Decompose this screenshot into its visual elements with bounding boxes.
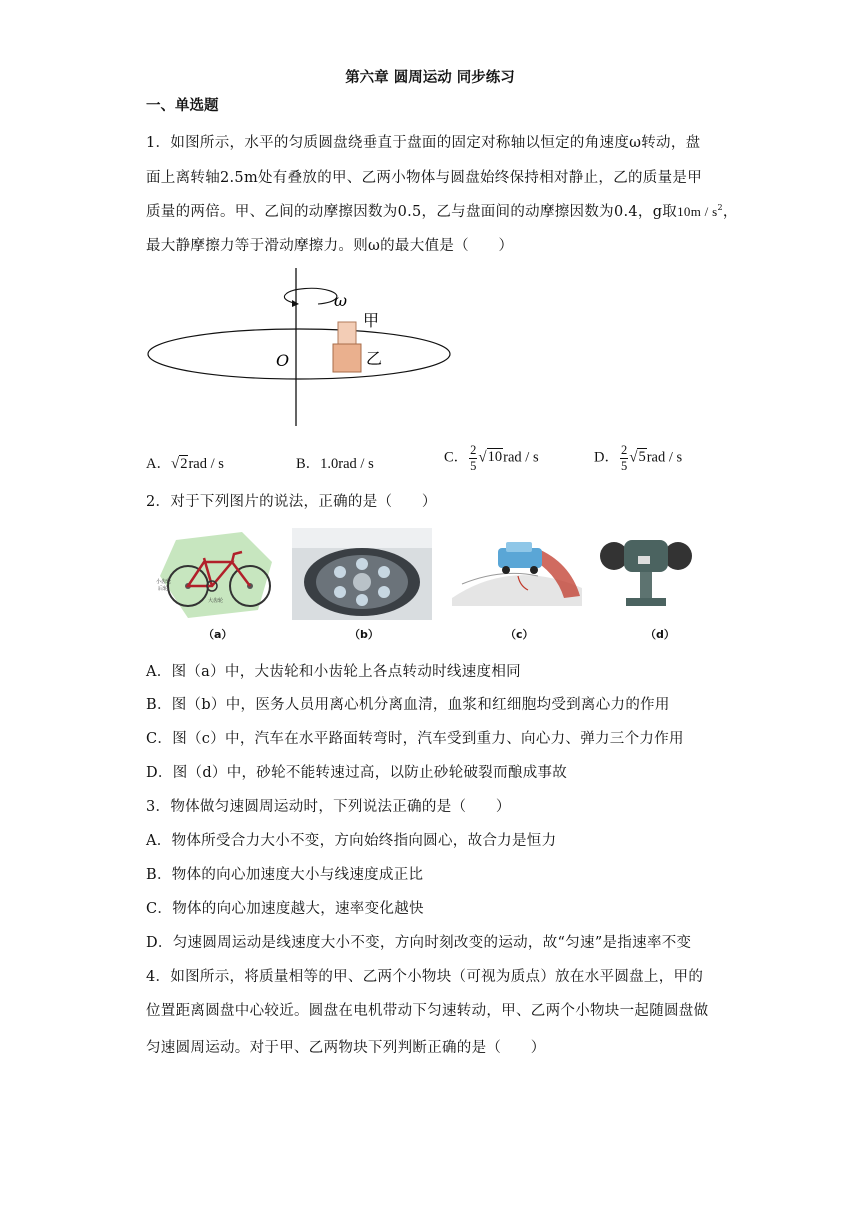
disk-ellipse [148,329,450,379]
q2-stem: 2．对于下列图片的说法，正确的是（ ） [146,494,437,510]
q2-option-c: C．图（c）中，汽车在水平路面转弯时，汽车受到重力、向心力、弹力三个力作用 [146,731,684,747]
q1-line-3 [146,200,738,221]
q1-line-4: 最大静摩擦力等于滑动摩擦力。则ω的最大值是（ ） [146,238,514,254]
picture-c-car-turning [452,528,582,606]
q1-g-value: 10m / s [677,204,718,219]
q1-option-c: C． $\frac{2}{5}$ √10rad / s [444,443,539,473]
q1-line-1: 1．如图所示，水平的匀质圆盘绕垂直于盘面的固定对称轴以恒定的角速度ω转动，盘 [146,135,701,151]
q3-option-a: A．物体所受合力大小不变，方向始终指向圆心，故合力是恒力 [146,833,557,849]
q3-option-d: D．匀速圆周运动是线速度大小不变，方向时刻改变的运动，故“匀速”是指速率不变 [146,935,692,951]
q1-option-a: A．√2rad / s [146,456,224,472]
caption-c: （c） [505,628,534,641]
caption-d: （d） [645,628,675,641]
q4-line-2: 位置距离圆盘中心较近。圆盘在电机带动下匀速转动，甲、乙两个小物块一起随圆盘做 [146,1003,709,1019]
jia-label: 甲 [363,311,380,330]
yi-label: 乙 [366,349,383,368]
q1-line-2: 面上离转轴2.5m处有叠放的甲、乙两小物体与圆盘始终保持相对静止，乙的质量是甲 [146,170,703,186]
q3-option-c: C．物体的向心加速度越大，速率变化越快 [146,901,424,917]
q4-line-1: 4．如图所示，将质量相等的甲、乙两个小物块（可视为质点）放在水平圆盘上，甲的 [146,969,704,985]
caption-b: （b） [349,628,379,641]
q1-line-3-end: ， [722,204,738,220]
q1-disk-figure [146,266,466,428]
svg-text:大齿轮: 大齿轮 [208,598,224,604]
origin-label: O [276,351,290,370]
q1-option-b: B．1.0rad / s [296,456,374,472]
block-jia [338,322,356,344]
q4-line-3: 匀速圆周运动。对于甲、乙两物块下列判断正确的是（ ） [146,1040,546,1056]
q3-stem: 3．物体做匀速圆周运动时，下列说法正确的是（ ） [146,799,511,815]
q2-option-a: A．图（a）中，大齿轮和小齿轮上各点转动时线速度相同 [146,664,521,680]
svg-text:小齿轮: 小齿轮 [156,579,172,585]
q1-option-d: D． $\frac{2}{5}$ √5rad / s [594,443,683,473]
page-title: 第六章 圆周运动 同步练习 [345,70,515,86]
picture-a-bicycle [154,528,276,620]
q2-option-b: B．图（b）中，医务人员用离心机分离血清，血浆和红细胞均受到离心力的作用 [146,697,670,713]
q2-option-d: D．图（d）中，砂轮不能转速过高，以防止砂轮破裂而酿成事故 [146,765,568,781]
omega-label: ω [334,291,348,310]
svg-text:后轮: 后轮 [158,586,169,592]
section-heading: 一、单选题 [146,98,219,114]
block-yi [333,344,361,372]
q1-g-exponent: 2 [717,203,723,213]
q1-line-3-text: 质量的两倍。甲、乙间的动摩擦因数为0.5，乙与盘面间的动摩擦因数为0.4，g取 [146,204,678,220]
picture-d-grinder [598,528,694,612]
caption-a: （a） [203,628,233,641]
q3-option-b: B．物体的向心加速度大小与线速度成正比 [146,867,424,883]
picture-b-centrifuge [292,528,432,620]
